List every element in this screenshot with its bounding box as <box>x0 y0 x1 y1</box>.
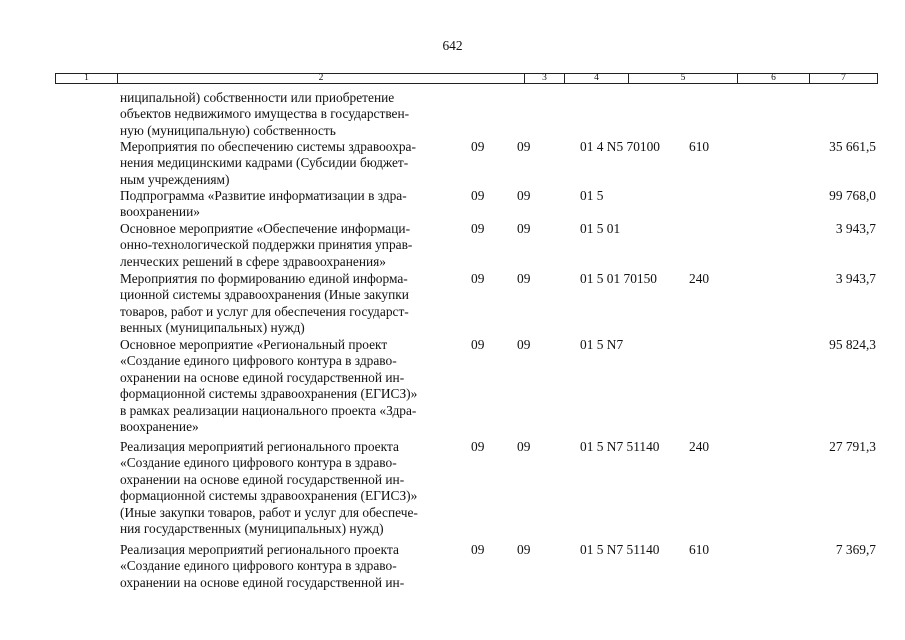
row-subsection: 09 <box>517 188 531 203</box>
table-row <box>0 90 905 139</box>
row-expense-type: 240 <box>689 439 710 454</box>
row-section: 09 <box>471 139 485 154</box>
row-target-code: 01 5 N7 51140 <box>580 439 660 454</box>
row-subsection: 09 <box>517 337 531 352</box>
row-name: Реализация мероприятий регионального проекта «Создание единого цифрового контура в здраво- охранении на основе единой государственной ин- формационной системы здравоохранения (ЕГИСЗ)» (Иные закупки товаров, работ и услуг для обеспече- ния государственных (муниципальных) нужд) <box>120 439 418 537</box>
budget-table-body <box>0 90 905 592</box>
column-header-2: 2 <box>118 74 525 83</box>
table-row <box>0 337 905 439</box>
table-row <box>0 188 905 221</box>
row-name: Реализация мероприятий регионального проекта «Создание единого цифрового контура в здраво- охранении на основе единой государственной ин- <box>120 542 405 590</box>
row-name: Мероприятия по обеспечению системы здравоохра- нения медицинскими кадрами (Субсидии бюджет- ным учреждениям) <box>120 139 416 187</box>
row-target-code: 01 5 N7 51140 <box>580 542 660 557</box>
table-row <box>0 139 905 188</box>
table-row <box>0 221 905 271</box>
row-amount: 35 661,5 <box>829 139 876 154</box>
row-subsection: 09 <box>517 271 531 286</box>
column-header-7: 7 <box>841 73 846 83</box>
row-expense-type: 610 <box>689 542 710 557</box>
row-section: 09 <box>471 439 485 454</box>
row-name: Мероприятия по формированию единой информа- ционной системы здравоохранения (Иные закупки товаров, работ и услуг для обеспечения государст- венных (муниципальных) нужд) <box>120 271 409 336</box>
column-header-1: 1 <box>56 74 118 83</box>
row-amount: 99 768,0 <box>829 188 876 203</box>
row-amount: 3 943,7 <box>835 271 876 286</box>
row-target-code: 01 5 <box>580 188 604 203</box>
row-name: ниципальной) собственности или приобретение объектов недвижимого имущества в государствен- ную (муниципальную) собственность <box>120 90 410 138</box>
row-target-code: 01 5 N7 <box>580 337 624 352</box>
row-section: 09 <box>471 337 485 352</box>
row-section: 09 <box>471 221 485 236</box>
row-section: 09 <box>471 542 485 557</box>
row-subsection: 09 <box>517 221 531 236</box>
row-name: Подпрограмма «Развитие информатизации в здра- воохранении» <box>120 188 407 220</box>
row-subsection: 09 <box>517 139 531 154</box>
column-header-5: 5 <box>629 74 738 83</box>
row-subsection: 09 <box>517 439 531 454</box>
table-row <box>0 542 905 592</box>
row-section: 09 <box>471 188 485 203</box>
row-subsection: 09 <box>517 542 531 557</box>
table-row <box>0 271 905 337</box>
row-target-code: 01 4 N5 70100 <box>580 139 660 154</box>
row-amount: 3 943,7 <box>835 221 876 236</box>
row-amount: 27 791,3 <box>829 439 876 454</box>
page-number: 642 <box>442 38 463 53</box>
row-target-code: 01 5 01 <box>580 221 621 236</box>
row-name: Основное мероприятие «Региональный проект «Создание единого цифрового контура в здраво- охранении на основе единой государственной ин- формационной системы здравоохранения (ЕГИСЗ)» в рамках реализации национального проекта «Здра- воохранение» <box>120 337 418 435</box>
row-target-code: 01 5 01 70150 <box>580 271 657 286</box>
table-row <box>0 439 905 542</box>
column-header-6: 6 <box>738 74 810 83</box>
row-amount: 95 824,3 <box>829 337 876 352</box>
row-expense-type: 240 <box>689 271 710 286</box>
row-name: Основное мероприятие «Обеспечение информаци- онно-технологической поддержки принятия управ- ленческих решений в сфере здравоохранения» <box>120 221 413 269</box>
column-header-3: 3 <box>525 74 565 83</box>
row-section: 09 <box>471 271 485 286</box>
column-header-4: 4 <box>565 74 629 83</box>
row-expense-type: 610 <box>689 139 710 154</box>
row-amount: 7 369,7 <box>835 542 876 557</box>
table-header-row <box>55 73 878 84</box>
